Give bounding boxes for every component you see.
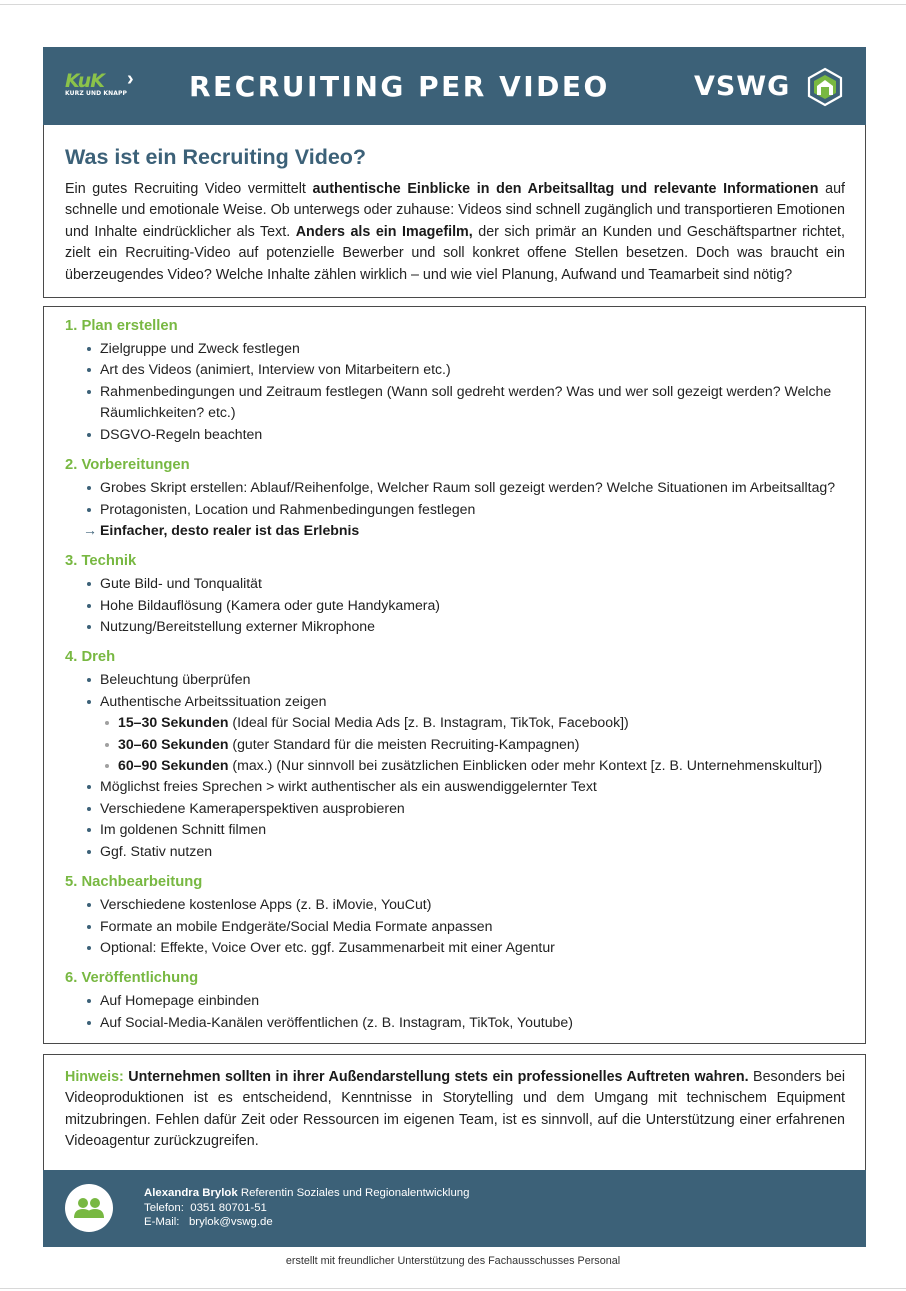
kuk-logo-word: KuK: [65, 70, 104, 92]
contact-block: [144, 1186, 469, 1230]
list-item-arrow: [83, 520, 844, 541]
list-item: DSGVO-Regeln beachten: [100, 424, 844, 445]
list-item: Formate an mobile Endgeräte/Social Media Formate anpassen: [100, 916, 844, 937]
contact-email-line: [144, 1215, 469, 1230]
list-item: Auf Social-Media-Kanälen veröffentlichen (z. B. Instagram, TikTok, Youtube): [100, 1012, 844, 1033]
kuk-logo-arrow: ›: [127, 68, 134, 90]
sub-list-item: [118, 712, 848, 733]
intro-section: [43, 125, 866, 298]
hint-section: [43, 1054, 866, 1170]
house-icon: [805, 67, 845, 107]
bottom-divider: [0, 1288, 906, 1289]
list-item: Beleuchtung überprüfen: [100, 669, 844, 690]
phone-label: Telefon:: [144, 1201, 184, 1214]
contact-name-line: [144, 1186, 469, 1201]
list-item: Hohe Bildauflösung (Kamera oder gute Handykamera): [100, 595, 844, 616]
step-heading-veroeffentlichung: 6. Veröffentlichung: [65, 970, 199, 986]
list-item: Verschiedene kostenlose Apps (z. B. iMovie, YouCut): [100, 894, 844, 915]
page-title: RECRUITING PER VIDEO: [189, 70, 610, 103]
email-label: E-Mail:: [144, 1216, 180, 1229]
intro-paragraph: [65, 179, 845, 286]
contact-footer: [43, 1170, 866, 1247]
sub-list-item: [118, 755, 848, 776]
step-heading-preparation: 2. Vorbereitungen: [65, 457, 190, 473]
credit-note: erstellt mit freundlicher Unterstützung des Fachausschusses Personal: [285, 1255, 621, 1267]
contact-name: Alexandra Brylok: [144, 1187, 238, 1199]
avatar: [65, 1184, 113, 1232]
intro-text-3: der sich primär an Kunden und Geschäftspartner richtet, zielt ein Recruiting-Video auf potenzielle Bewerber und soll konkret offene Stellen besetzen. Doch was braucht ein überzeugendes Video? Welche Inhalte zählen wirklich – und wie viel Planung, Aufwand und Teamarbeit sind nötig?: [65, 223, 845, 283]
hint-paragraph: [65, 1067, 845, 1153]
sub-item-text: (Ideal für Social Media Ads [z. B. Instagram, TikTok, Facebook]): [228, 714, 629, 730]
header-banner: [43, 47, 866, 125]
list-item: Auf Homepage einbinden: [100, 990, 844, 1011]
arrow-item-text: Einfacher, desto realer ist das Erlebnis: [100, 522, 360, 538]
step-heading-plan: 1. Plan erstellen: [65, 318, 178, 334]
list-item: Möglichst freies Sprechen > wirkt authentischer als ein auswendiggelernter Text: [100, 776, 844, 797]
list-item: Optional: Effekte, Voice Over etc. ggf. Zusammenarbeit mit einer Agentur: [100, 937, 844, 958]
contact-role: Referentin Soziales und Regionalentwicklung: [237, 1187, 470, 1199]
intro-heading: Was ist ein Recruiting Video?: [65, 145, 367, 169]
step-heading-technik: 3. Technik: [65, 553, 137, 569]
list-item: Gute Bild- und Tonqualität: [100, 573, 844, 594]
contact-phone-line: [144, 1201, 469, 1216]
kuk-logo-subtitle: KURZ UND KNAPP: [65, 90, 127, 97]
step-heading-dreh: 4. Dreh: [65, 649, 116, 665]
sub-item-bold: 30–60 Sekunden: [118, 736, 229, 752]
list-item: Art des Videos (animiert, Interview von Mitarbeitern etc.): [100, 359, 844, 380]
hint-label: Hinweis:: [65, 1069, 124, 1085]
sub-item-bold: 60–90 Sekunden: [118, 757, 229, 773]
sub-item-text: (max.) (Nur sinnvoll bei zusätzlichen Einblicken oder mehr Kontext [z. B. Unternehmenskultur]): [228, 757, 823, 773]
step-heading-nachbearbeitung: 5. Nachbearbeitung: [65, 874, 203, 890]
sub-item-bold: 15–30 Sekunden: [118, 714, 229, 730]
people-group-icon: [65, 1184, 113, 1232]
email-link[interactable]: brylok@vswg.de: [188, 1216, 273, 1229]
sub-item-text: (guter Standard für die meisten Recruiting-Kampagnen): [228, 736, 580, 752]
top-divider: [0, 4, 906, 5]
sub-list-item: [118, 734, 848, 755]
list-item: Im goldenen Schnitt filmen: [100, 819, 844, 840]
list-item: Nutzung/Bereitstellung externer Mikrophone: [100, 616, 844, 637]
list-item: Ggf. Stativ nutzen: [100, 841, 844, 862]
intro-bold-2: Anders als ein Imagefilm,: [295, 223, 473, 240]
intro-text-1: Ein gutes Recruiting Video vermittelt: [65, 181, 313, 197]
list-item: Zielgruppe und Zweck festlegen: [100, 338, 844, 359]
steps-section: [43, 306, 866, 1044]
hint-bold: Unternehmen sollten in ihrer Außendarstellung stets ein professionelles Auftreten wahren.: [123, 1069, 749, 1085]
kuk-logo: [65, 68, 141, 101]
intro-text-2: auf schnelle und emotionale Weise. Ob unterwegs oder zuhause: Videos sind schnell zugänglich und transportieren Emotionen und Inhalte eindrücklicher als Text.: [65, 181, 845, 240]
arrow-right-icon: →: [83, 522, 97, 538]
intro-bold-1: authentische Einblicke in den Arbeitsalltag und relevante Informationen: [312, 181, 819, 197]
list-item: Authentische Arbeitssituation zeigen: [100, 691, 844, 712]
list-item: Grobes Skript erstellen: Ablauf/Reihenfolge, Welcher Raum soll gezeigt werden? Welche Situationen im Arbeitsalltag?: [100, 477, 844, 498]
phone-number[interactable]: 0351 80701-51: [190, 1201, 267, 1214]
list-item: Protagonisten, Location und Rahmenbedingungen festlegen: [100, 499, 844, 520]
hint-text: Besonders bei Videoproduktionen ist es entscheidend, Kenntnisse in Storytelling und dem Umgang mit technischem Equipment mitzubringen. Fehlen dafür Zeit oder Ressourcen im eigenen Team, ist es sinnvoll, auf die Unterstützung einer erfahrenen Videoagentur zurückzugreifen.: [65, 1069, 845, 1150]
list-item: Rahmenbedingungen und Zeitraum festlegen (Wann soll gedreht werden? Was und wer soll gezeigt werden? Welche Räumlichkeiten? etc.): [100, 381, 844, 424]
list-item: Verschiedene Kameraperspektiven ausprobieren: [100, 798, 844, 819]
brand-name: VSWG: [694, 71, 791, 102]
